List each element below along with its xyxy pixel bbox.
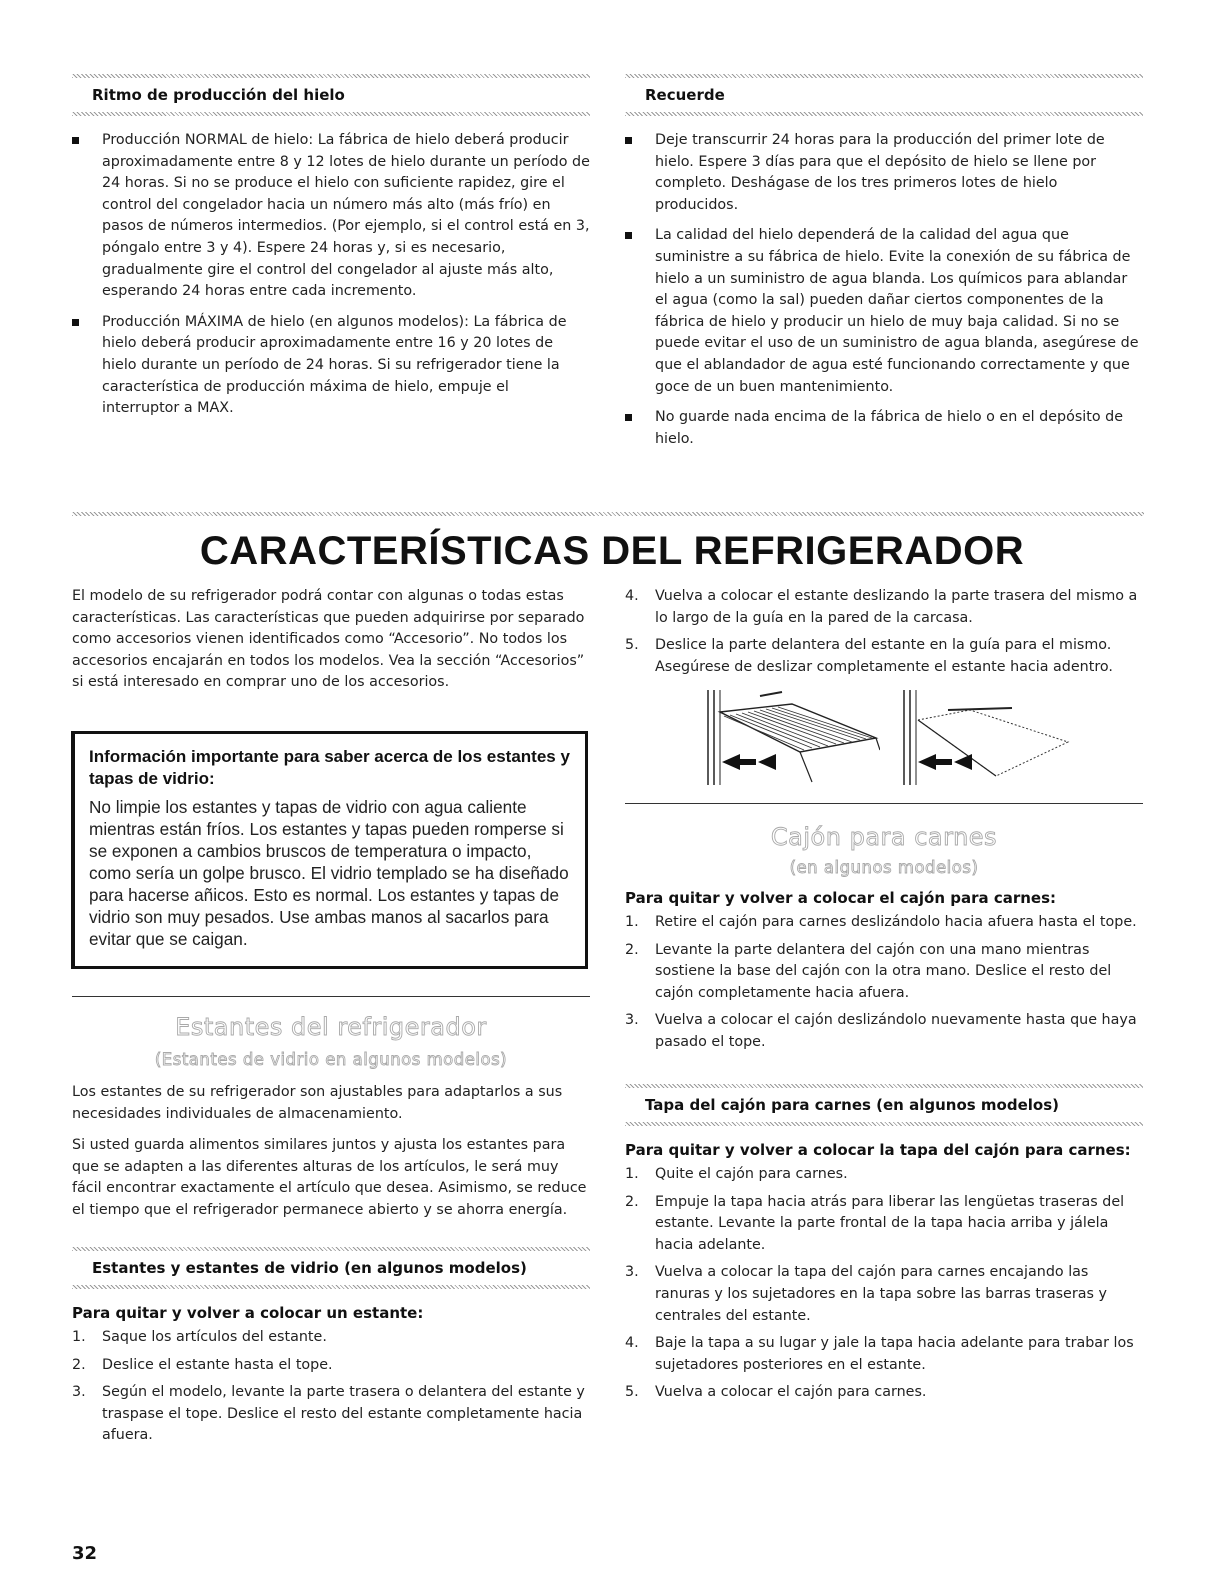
step-text: Deslice la parte delantera del estante en la guía para el mismo. Asegúrese de deslizar completamente el estante hacia adentro. [655,637,1113,675]
list-item-text: No guarde nada encima de la fábrica de hielo o en el depósito de hielo. [655,409,1124,447]
info-box-title: Información importante para saber acerca de los estantes y tapas de vidrio: [89,747,570,788]
info-box-body: No limpie los estantes y tapas de vidrio con agua caliente mientras están fríos. Los estantes y tapas pueden romperse si se exponen a cambios bruscos de temperatura o impacto, como sería un golpe brusco. El vidrio templado se ha diseñado para hacerse añicos. Esto es normal. Los estantes y tapas de vidrio son muy pesados. Use ambas manos al sacarlos para evitar que se caigan. [89,797,569,949]
list-item [72,130,590,303]
remove-shelf-steps [72,1327,590,1447]
step-number: 1. [625,914,639,930]
step-text: Levante la parte delantera del cajón con una mano mientras sostiene la base del cajón con la otra mano. Deslice el resto del cajón completamente hacia afuera. [655,941,1112,1001]
shelves-paragraph-2: Si usted guarda alimentos similares juntos y ajusta los estantes para que se adapten a las diferentes alturas de los artículos, le será muy fácil encontrar exactamente el artículo que desea. Asimismo, se reduce el tiempo que el refrigerador permanece abierto y se ahorra energía. [72,1137,587,1218]
remember-list [625,130,1143,450]
remove-drawer-steps [625,912,1143,1054]
ice-rate-section [72,74,590,429]
list-item [625,1192,1143,1257]
step-number: 3. [625,1012,639,1029]
step-text: Baje la tapa a su lugar y jale la tapa hacia adelante para trabar los sujetadores posteriores en el estante. [655,1335,1134,1373]
list-item-text: Deje transcurrir 24 horas para la producción del primer lote de hielo. Espere 3 días para que el depósito de hielo se llene por completo. Deshágase de los tres primeros lotes de hielo producidos. [655,132,1105,213]
glass-shelves-heading-block [72,1247,590,1289]
step-number: 4. [625,588,639,604]
list-item [625,1333,1143,1376]
remove-cover-heading: Para quitar y volver a colocar la tapa del cajón para carnes: [625,1141,1131,1159]
step-text: Deslice el estante hasta el tope. [102,1356,333,1373]
list-item [72,1327,590,1349]
list-item-text: La calidad del hielo dependerá de la calidad del agua que suministre a su fábrica de hielo. Evite la conexión de su fábrica de hielo a un suministro de agua blanda. Los químicos para ablandar el agua (como la sal) pueden dañar ciertos componentes de la fábrica de hielo y producir un hielo de muy baja calidad. Si no se puede evitar el uso de un suministro de agua blanda, asegúrese de que el ablandador de agua esté funcionando correctamente y que goce de un buen mantenimiento. [655,227,1139,395]
step-number: 3. [625,1264,639,1281]
meat-drawer-subtitle: (en algunos modelos) [789,858,979,877]
drawer-cover-section [625,1084,1143,1410]
shelf-steps-continued [625,586,1143,684]
list-item [625,225,1143,398]
list-item [625,130,1143,216]
remember-heading-block [625,74,1143,116]
step-number: 1. [72,1329,86,1345]
list-item [72,1382,590,1447]
step-number: 4. [625,1335,639,1352]
heading-rule-bottom [72,1285,590,1289]
heading-rule-bottom [625,1122,1143,1126]
step-number: 5. [625,637,639,654]
remove-shelf-heading: Para quitar y volver a colocar un estante: [72,1304,424,1322]
step-text: Quite el cajón para carnes. [655,1166,848,1182]
bullet-square-icon [72,137,79,144]
step-number: 1. [625,1166,639,1182]
list-item [72,1355,590,1377]
list-item [625,912,1143,934]
bullet-square-icon [625,137,632,144]
step-text: Vuelva a colocar el cajón para carnes. [655,1384,927,1401]
list-item [72,312,590,420]
list-item [625,586,1143,629]
glass-shelves-heading: Estantes y estantes de vidrio (en algunos modelos) [92,1259,527,1277]
list-item [625,635,1143,678]
ice-rate-heading: Ritmo de producción del hielo [92,86,345,104]
step-text: Saque los artículos del estante. [102,1329,327,1345]
list-item [625,1262,1143,1327]
section-divider [72,512,1144,516]
step-number: 3. [72,1384,86,1401]
page-title: CARACTERÍSTICAS DEL REFRIGERADOR [199,529,1025,573]
bullet-square-icon [625,414,632,421]
list-item-text: Producción MÁXIMA de hielo (en algunos modelos): La fábrica de hielo deberá producir aproximadamente entre 16 y 20 lotes de hielo durante un período de 24 horas. Si su refrigerador tiene la característica de producción máxima de hielo, empuje el interruptor a MAX. [102,313,567,417]
step-text: Vuelva a colocar el estante deslizando la parte trasera del mismo a lo largo de la guía en la pared de la carcasa. [655,588,1138,626]
step-number: 5. [625,1384,639,1401]
shelves-section [72,1010,590,1222]
section-rule [625,803,1143,804]
heading-rule-bottom [72,112,590,116]
bullet-square-icon [72,319,79,326]
page-number: 32 [72,1543,98,1564]
intro-text: El modelo de su refrigerador podrá contar con algunas o todas estas características. Las características que pueden adquirirse por separado como accesorios vienen identificados como “Accesorio”. No todos los accesorios encajarán en todos los modelos. Vea la sección “Accesorios” si está interesado en comprar uno de los accesorios. [72,588,585,691]
ice-rate-list [72,130,590,420]
glass-info-box [71,731,588,969]
shelves-subtitle: (Estantes de vidrio en algunos modelos) [154,1050,508,1069]
list-item [625,1164,1143,1186]
list-item [625,407,1143,450]
intro-paragraph [72,586,590,694]
ice-rate-heading-block [72,74,590,116]
list-item-text: Producción NORMAL de hielo: La fábrica de hielo deberá producir aproximadamente entre 8 y 12 lotes de hielo durante un período de 24 horas. Si no se produce el hielo con suficiente rapidez, gire el control del congelador hacia un número más alto (más frío) en pasos de números intermedios. (Por ejemplo, si el control está en 3, póngalo entre 3 y 4). Espere 24 horas y, si es necesario, gradualmente gire el control del congelador al ajuste más alto, esperando 24 horas entre cada incremento. [102,132,590,300]
step-text: Retire el cajón para carnes deslizándolo hacia afuera hasta el tope. [655,914,1137,930]
shelves-paragraph-1: Los estantes de su refrigerador son ajustables para adaptarlos a sus necesidades individuales de almacenamiento. [72,1084,563,1122]
step-number: 2. [625,941,639,958]
drawer-cover-heading-block [625,1084,1143,1126]
step-number: 2. [625,1193,639,1210]
replace-shelf-steps [625,586,1143,678]
meat-drawer-section [625,820,1143,1060]
step-text: Vuelva a colocar la tapa del cajón para carnes encajando las ranuras y los sujetadores en la tapa sobre las barras traseras y centrales del estante. [655,1264,1107,1324]
shelf-illustration-glass [900,690,1070,792]
heading-rule-bottom [625,112,1143,116]
bullet-square-icon [625,232,632,239]
list-item [625,1382,1143,1404]
list-item [625,940,1143,1005]
step-text: Empuje la tapa hacia atrás para liberar las lengüetas traseras del estante. Levante la parte frontal de la tapa hacia arriba y jálela hacia adelante. [655,1193,1125,1253]
glass-shelves-section [72,1247,590,1453]
drawer-cover-heading: Tapa del cajón para carnes (en algunos modelos) [645,1096,1059,1114]
shelf-illustration-wire [700,690,880,792]
shelves-title: Estantes del refrigerador [175,1013,487,1041]
remove-drawer-heading: Para quitar y volver a colocar el cajón para carnes: [625,889,1057,907]
step-number: 2. [72,1356,86,1373]
remember-heading: Recuerde [645,86,725,104]
remember-section [625,74,1143,459]
list-item [625,1010,1143,1053]
remove-cover-steps [625,1164,1143,1404]
section-rule [72,996,590,997]
step-text: Vuelva a colocar el cajón deslizándolo nuevamente hasta que haya pasado el tope. [655,1012,1137,1050]
meat-drawer-title: Cajón para carnes [770,823,998,851]
step-text: Según el modelo, levante la parte trasera o delantera del estante y traspase el tope. Deslice el resto del estante completamente hacia afuera. [102,1384,585,1444]
